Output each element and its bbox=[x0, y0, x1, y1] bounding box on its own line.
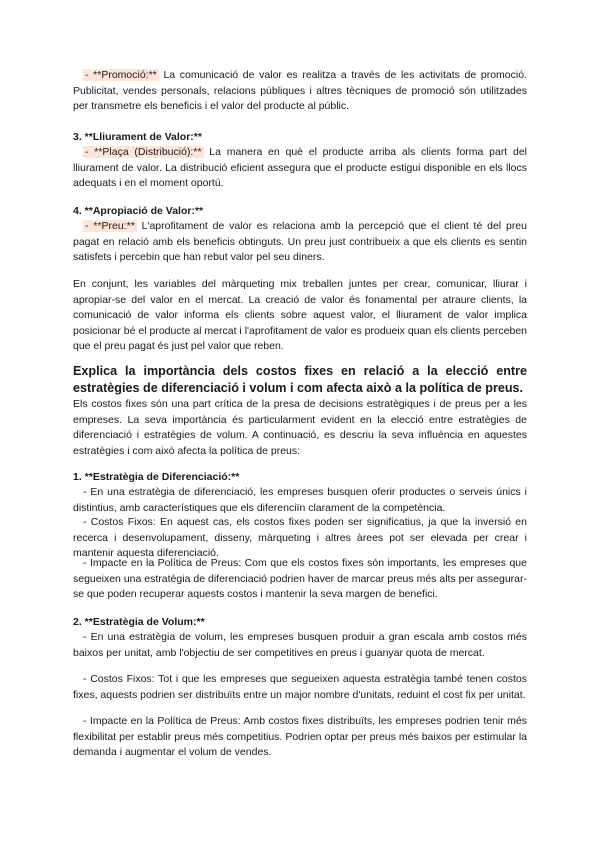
diff-p3-text: - Impacte en la Política de Preus: Com que els costos fixes són importants, les empreses que segueixen una estratègia de diferenciació podrien haver de marcar preus més alts per assegurar-se que poden recuperar aquests costos i mantenir la seva margen de benefici. bbox=[73, 557, 527, 601]
promocio-label: - **Promoció:** bbox=[85, 69, 157, 81]
diff-p2-text: - Costos Fixos: En aquest cas, els costos fixes poden ser significatius, ja que la inversió en recerca i desenvolupament, disseny, màrqueting i altres àrees pot ser elevada per crear i mantenir aquesta diferenciació. bbox=[73, 516, 527, 560]
promocio-text: La comunicació de valor es realitza a través de les activitats de promoció. Publicitat, vendes personals, relacions públiques i altres tècniques de promoció són utilitzades per transmetre els beneficis i el valor del producte al públic. bbox=[73, 69, 527, 113]
section3-title: 3. **Lliurament de Valor:** bbox=[73, 131, 202, 143]
intro-paragraph: Els costos fixes són una part crítica de la presa de decisions estratègiques i de preus per a les empreses. La seva importància és particularment evident en la elecció entre estratègies de diferenciació i estratègies de volum. A continuació, es descriu la seva influència en aquestes estratègies i com això afecta la política de preus: bbox=[73, 398, 527, 457]
section3-paragraph bbox=[73, 145, 527, 192]
section4-title: 4. **Apropiació de Valor:** bbox=[73, 205, 204, 217]
vol-p2-text: - Costos Fixos: Tot i que les empreses que segueixen aquesta estratègia també tenen costos fixes, aquests podrien ser distribuïts entre un major nombre d'unitats, reduint el cost fix per unitat. bbox=[73, 673, 527, 701]
placa-text: La manera en què el producte arriba als clients forma part del lliurament de valor. La distribució eficient assegura que el producte estigui disponible en els llocs adequats i en el moment oportú. bbox=[73, 146, 527, 190]
vol-title: 2. **Estratègia de Volum:** bbox=[73, 616, 205, 628]
preu-text: L'aprofitament de valor es relaciona amb la percepció que el client té del preu pagat en relació amb els beneficis obtinguts. Un preu just contribueix a que els clients es sentin satisfets i percebin que han rebut valor pel seu diners. bbox=[73, 220, 527, 264]
section4-paragraph bbox=[73, 219, 527, 266]
question-heading: Explica la importància dels costos fixes en relació a la elecció entre estratègies de diferenciació i volum i com afecta això a la política de preus. bbox=[73, 364, 527, 395]
vol-p2 bbox=[73, 672, 527, 703]
diff-p3 bbox=[73, 556, 527, 603]
diff-title: 1. **Estratègia de Diferenciació:** bbox=[73, 471, 240, 483]
diff-p1-text: - En una estratègia de diferenciació, les empreses busquen oferir productes o serveis únics i distintius, amb característiques que els diferenciïn clarament de la competència. bbox=[73, 486, 527, 514]
vol-p1 bbox=[73, 630, 527, 661]
vol-p3 bbox=[73, 714, 527, 761]
promocio-paragraph bbox=[73, 68, 527, 115]
placa-label: - **Plaça (Distribució):** bbox=[85, 146, 202, 158]
conclusion-paragraph: En conjunt, les variables del màrqueting mix treballen juntes per crear, comunicar, lliurar i apropiar-se del valor en el mercat. La creació de valor és fonamental per atraure clients, la comunicació de valor informa els clients sobre aquest valor, el lliurament de valor implica posicionar bé el producte al mercat i l'aprofitament de valor es produeix quan els clients perceben que el preu pagat és just pel valor que reben. bbox=[73, 278, 527, 353]
vol-p1-text: - En una estratègia de volum, les empreses busquen produir a gran escala amb costos més baixos per unitat, amb l'objectiu de ser competitives en preus i guanyar quota de mercat. bbox=[73, 631, 527, 659]
diff-p2 bbox=[73, 515, 527, 562]
diff-p1 bbox=[73, 485, 527, 516]
vol-p3-text: - Impacte en la Política de Preus: Amb costos fixes distribuïts, les empreses podrien tenir més flexibilitat per establir preus més competitius. Podrien optar per preus més baixos per estimular la demanda i augmentar el volum de vendes. bbox=[73, 715, 527, 759]
preu-label: - **Preu:** bbox=[85, 220, 135, 232]
